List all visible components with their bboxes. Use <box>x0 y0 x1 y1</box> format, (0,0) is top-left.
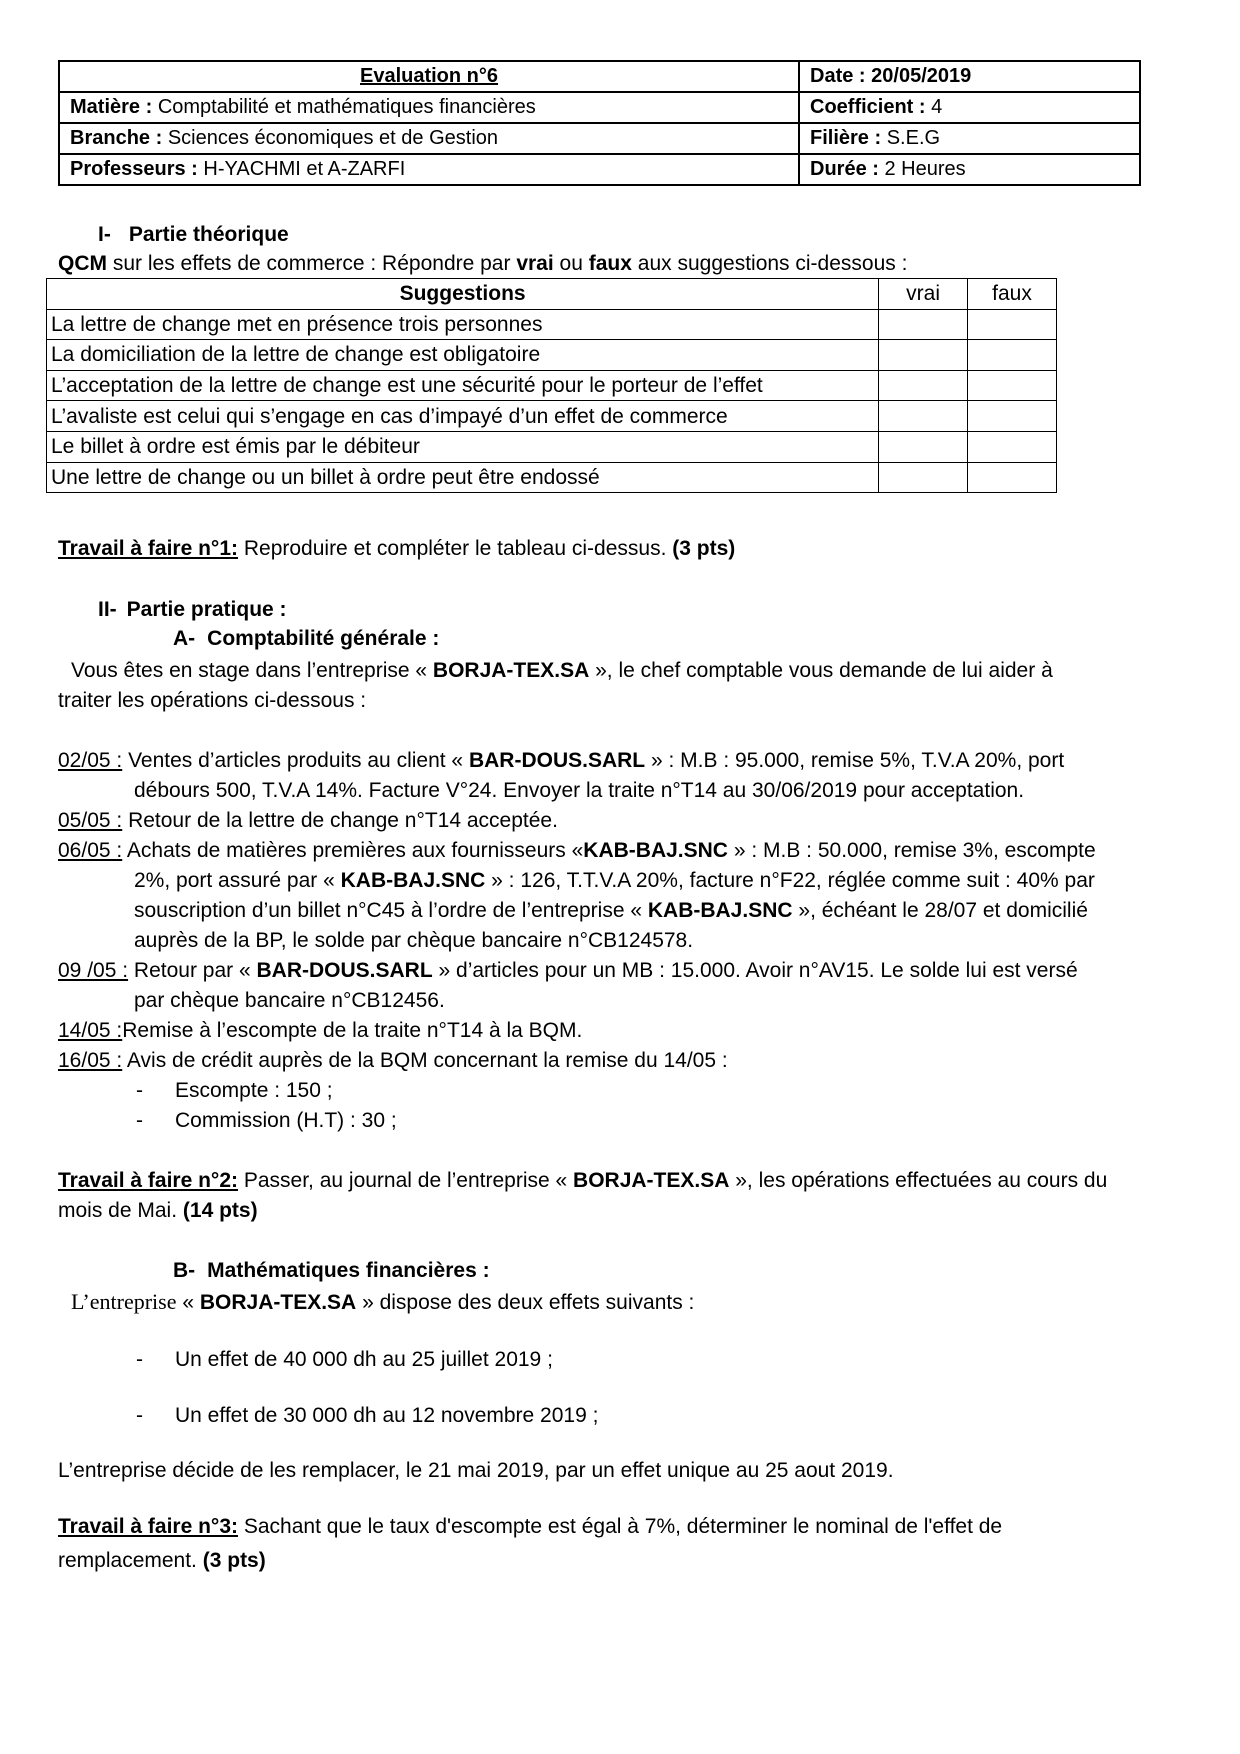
effet-item-2: Un effet de 30 000 dh au 12 novembre 2019 ; <box>175 1404 599 1427</box>
faux-cell <box>968 401 1057 432</box>
section-a-heading: A- Comptabilité générale : <box>173 627 440 650</box>
section-b-intro: L’entreprise « BORJA-TEX.SA » dispose des deux effets suivants : <box>71 1289 695 1314</box>
duree-value: 2 Heures <box>884 158 966 180</box>
vrai-cell <box>879 309 968 340</box>
op-06-05-cont1: 2%, port assuré par « KAB-BAJ.SNC » : 126, T.T.V.A 20%, facture n°F22, réglée comme suit : 40% par <box>134 869 1095 892</box>
list-dash: - <box>136 1404 143 1427</box>
op-06-05-cont3: auprès de la BP, le solde par chèque bancaire n°CB124578. <box>134 929 694 952</box>
travail-3: Travail à faire n°3: Sachant que le taux d'escompte est égal à 7%, déterminer le nominal de l'effet de <box>58 1515 1003 1538</box>
op-05-05: 05/05 : Retour de la lettre de change n°T14 acceptée. <box>58 809 558 832</box>
matiere-value: Comptabilité et mathématiques financières <box>157 96 536 118</box>
op-02-05: 02/05 : Ventes d’articles produits au client « BAR-DOUS.SARL » : M.B : 95.000, remise 5%, T.V.A 20%, port <box>58 749 1065 772</box>
travail-1: Travail à faire n°1: Reproduire et compléter le tableau ci-dessus. (3 pts) <box>58 537 736 560</box>
qcm-row: Une lettre de change ou un billet à ordre peut être endossé <box>47 462 1057 493</box>
intro-line-2: traiter les opérations ci-dessous : <box>58 689 367 712</box>
list-dash: - <box>136 1079 143 1102</box>
op-16-05: 16/05 : Avis de crédit auprès de la BQM concernant la remise du 14/05 : <box>58 1049 728 1072</box>
intro-line-1: Vous êtes en stage dans l’entreprise « BORJA-TEX.SA », le chef comptable vous demande de lui aider à <box>71 659 1053 682</box>
faux-cell <box>968 340 1057 371</box>
part2-heading: II- Partie pratique : <box>98 598 287 621</box>
op-06-05: 06/05 : Achats de matières premières aux fournisseurs «KAB-BAJ.SNC » : M.B : 50.000, remise 3%, escompte <box>58 839 1096 862</box>
qcm-header-row: Suggestions vrai faux <box>47 279 1057 310</box>
faux-cell <box>968 309 1057 340</box>
faux-cell <box>968 431 1057 462</box>
eval-title: Evaluation n°6 <box>359 65 499 87</box>
qcm-row: La lettre de change met en présence trois personnes <box>47 309 1057 340</box>
vrai-cell <box>879 431 968 462</box>
op-14-05: 14/05 :Remise à l’escompte de la traite n°T14 à la BQM. <box>58 1019 583 1042</box>
header-table: Evaluation n°6 Date : 20/05/2019 Matière : Comptabilité et mathématiques financières Coefficient : 4 Branche : Sciences économiques et de Gestion Filière : S.E.G Professeurs : H-YACHMI et A-ZARFI Durée : 2 Heures <box>58 60 1141 186</box>
qcm-row: L’avaliste est celui qui s’engage en cas d’impayé d’un effet de commerce <box>47 401 1057 432</box>
escompte-item: Escompte : 150 ; <box>175 1079 333 1102</box>
vrai-cell <box>879 340 968 371</box>
coef-value: 4 <box>931 96 943 118</box>
part1-heading: I- Partie théorique <box>98 223 289 246</box>
qcm-row: L’acceptation de la lettre de change est une sécurité pour le porteur de l’effet <box>47 370 1057 401</box>
op-09-05-cont: par chèque bancaire n°CB12456. <box>134 989 445 1012</box>
travail-3-cont: remplacement. (3 pts) <box>58 1549 266 1572</box>
branche-value: Sciences économiques et de Gestion <box>167 127 499 149</box>
qcm-instruction: QCM sur les effets de commerce : Répondre par vrai ou faux aux suggestions ci-dessous : <box>58 252 908 275</box>
qcm-row: Le billet à ordre est émis par le débiteur <box>47 431 1057 462</box>
op-06-05-cont2: souscription d’un billet n°C45 à l’ordre de l’entreprise « KAB-BAJ.SNC », échéant le 28/07 et domicilié <box>134 899 1088 922</box>
faux-cell <box>968 370 1057 401</box>
commission-item: Commission (H.T) : 30 ; <box>175 1109 397 1132</box>
op-09-05: 09 /05 : Retour par « BAR-DOUS.SARL » d’articles pour un MB : 15.000. Avoir n°AV15. Le solde lui est versé <box>58 959 1078 982</box>
qcm-table <box>46 278 1057 493</box>
faux-cell <box>968 462 1057 493</box>
list-dash: - <box>136 1109 143 1132</box>
decide-line: L’entreprise décide de les remplacer, le 21 mai 2019, par un effet unique au 25 aout 2019. <box>58 1459 894 1482</box>
list-dash: - <box>136 1348 143 1371</box>
date-value: 20/05/2019 <box>871 65 972 87</box>
filiere-value: S.E.G <box>886 127 941 149</box>
qcm-row: La domiciliation de la lettre de change est obligatoire <box>47 340 1057 371</box>
effet-item-1: Un effet de 40 000 dh au 25 juillet 2019 ; <box>175 1348 553 1371</box>
vrai-cell <box>879 401 968 432</box>
vrai-cell <box>879 462 968 493</box>
vrai-cell <box>879 370 968 401</box>
travail-2-cont: mois de Mai. (14 pts) <box>58 1199 258 1222</box>
section-b-heading: B- Mathématiques financières : <box>173 1259 490 1282</box>
prof-value: H-YACHMI et A-ZARFI <box>203 158 406 180</box>
op-02-05-cont: débours 500, T.V.A 14%. Facture V°24. Envoyer la traite n°T14 au 30/06/2019 pour acceptation. <box>134 779 1025 802</box>
travail-2: Travail à faire n°2: Passer, au journal de l’entreprise « BORJA-TEX.SA », les opérations effectuées au cours du <box>58 1169 1108 1192</box>
